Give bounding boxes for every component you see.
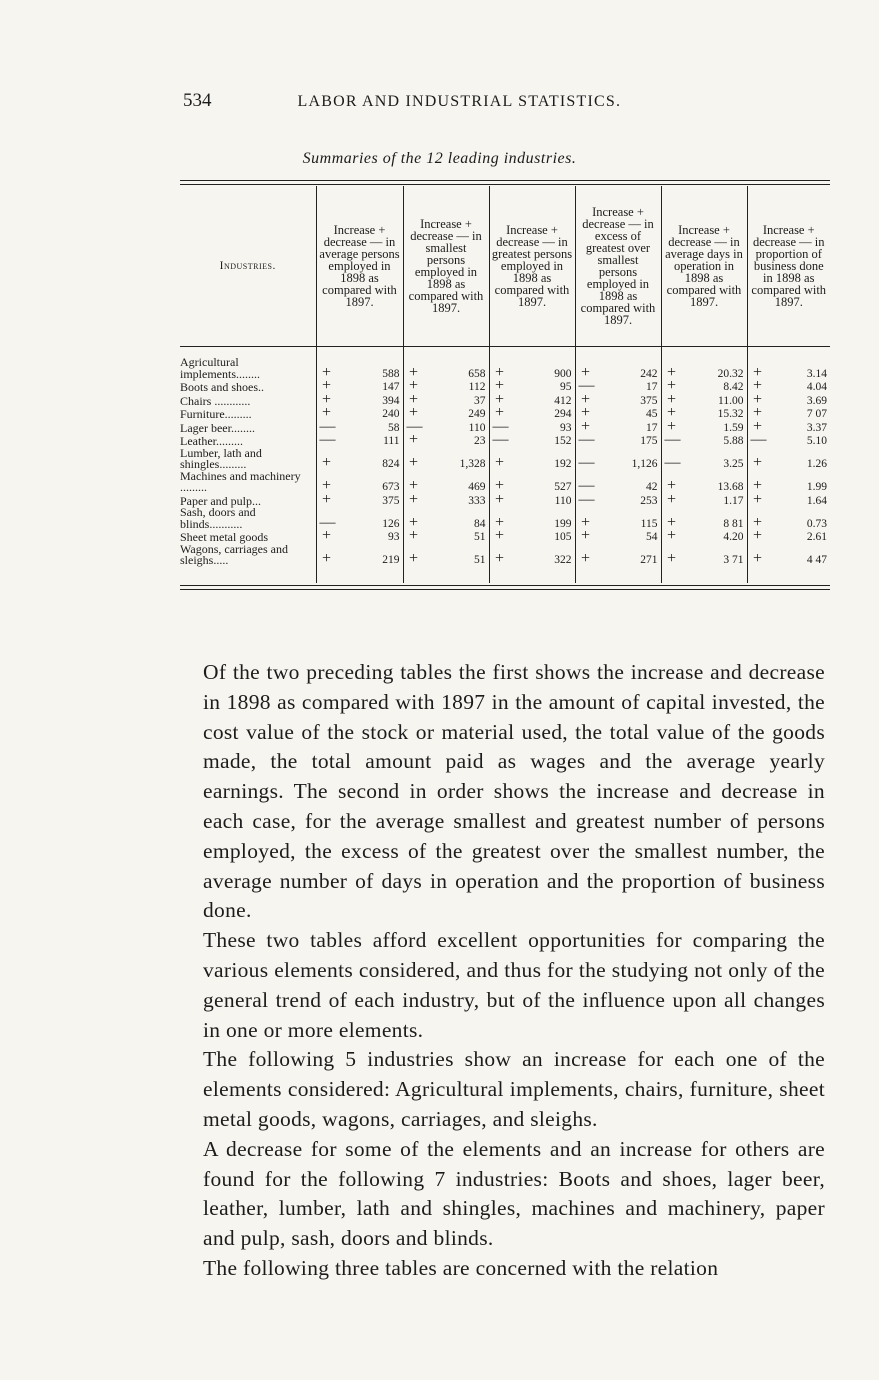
change-value: 17 bbox=[646, 421, 658, 434]
change-sign: + bbox=[580, 513, 591, 531]
change-sign: + bbox=[321, 404, 332, 421]
change-value: 8.42 bbox=[723, 381, 744, 393]
change-value: 20.32 bbox=[717, 367, 744, 380]
change-sign: — bbox=[578, 490, 595, 508]
change-value: 11.00 bbox=[718, 394, 744, 407]
value-cell bbox=[575, 490, 661, 508]
change-value: 111 bbox=[383, 435, 400, 447]
change-value: 175 bbox=[640, 435, 658, 447]
table-row bbox=[180, 380, 830, 394]
change-value: 240 bbox=[382, 408, 400, 420]
change-value: 412 bbox=[554, 394, 572, 407]
change-value: 900 bbox=[554, 367, 572, 380]
change-value: 1.26 bbox=[806, 458, 827, 470]
change-value: 333 bbox=[468, 494, 486, 507]
value-cell bbox=[403, 431, 489, 448]
value-cell bbox=[747, 347, 830, 381]
change-sign: + bbox=[494, 490, 505, 508]
change-sign: + bbox=[752, 513, 763, 531]
industry-name: Sash, doors and blinds........... bbox=[180, 505, 256, 531]
change-value: 5.88 bbox=[723, 435, 744, 447]
table-row bbox=[180, 347, 830, 381]
value-cell bbox=[489, 448, 575, 471]
change-sign: + bbox=[666, 390, 677, 408]
column-header-industries: Industries. bbox=[180, 186, 316, 347]
change-sign: + bbox=[494, 404, 505, 421]
change-sign: — bbox=[578, 477, 595, 494]
change-sign: + bbox=[752, 454, 763, 471]
change-sign: + bbox=[494, 363, 505, 381]
change-sign: + bbox=[666, 477, 677, 494]
change-value: 375 bbox=[640, 394, 658, 407]
change-sign: + bbox=[580, 363, 591, 381]
change-value: 58 bbox=[388, 421, 400, 434]
table-row bbox=[180, 394, 830, 408]
change-value: 192 bbox=[554, 458, 572, 470]
value-cell bbox=[661, 544, 747, 583]
table-row bbox=[180, 434, 830, 448]
change-value: 84 bbox=[474, 517, 486, 530]
change-value: 95 bbox=[560, 381, 572, 393]
change-sign: + bbox=[666, 404, 677, 421]
column-header-days-in-operation: Increase + decrease — in average days in operation in 1898 as compared with 1897. bbox=[661, 186, 747, 347]
change-sign: + bbox=[321, 527, 332, 544]
value-cell bbox=[575, 448, 661, 471]
change-value: 2.61 bbox=[806, 531, 827, 543]
column-header-average-persons: Increase + decrease — in average persons employed in 1898 as compared with 1897. bbox=[316, 186, 403, 347]
change-value: 54 bbox=[646, 531, 658, 543]
change-sign: + bbox=[321, 454, 332, 471]
value-cell bbox=[747, 544, 830, 583]
table-header-row bbox=[180, 186, 830, 347]
change-value: 45 bbox=[646, 408, 658, 420]
table-row bbox=[180, 494, 830, 508]
change-sign: — bbox=[319, 513, 336, 531]
change-sign: + bbox=[752, 377, 763, 394]
value-cell bbox=[316, 544, 403, 583]
change-value: 51 bbox=[474, 554, 486, 566]
change-value: 5.10 bbox=[806, 435, 827, 447]
change-sign: + bbox=[494, 377, 505, 394]
change-sign: + bbox=[666, 527, 677, 544]
value-cell bbox=[747, 490, 830, 508]
value-cell bbox=[403, 448, 489, 471]
value-cell bbox=[489, 347, 575, 381]
industries-summary-table bbox=[180, 186, 830, 583]
paragraph: These two tables afford excellent opportunities for comparing the various elements considered, and thus for the studying not only of the general trend of each industry, but of the influence upon all changes in one or more elements. bbox=[203, 928, 825, 1042]
paragraph: The following three tables are concerned with the relation bbox=[203, 1255, 719, 1280]
change-value: 4.04 bbox=[806, 381, 827, 393]
running-title: LABOR AND INDUSTRIAL STATISTICS. bbox=[297, 93, 622, 110]
value-cell bbox=[747, 527, 830, 544]
value-cell bbox=[661, 431, 747, 448]
table-row bbox=[180, 448, 830, 471]
change-sign: + bbox=[580, 527, 591, 544]
industry-name: Leather......... bbox=[180, 434, 243, 448]
industry-name: Agricultural implements........ bbox=[180, 355, 260, 381]
change-value: 1.59 bbox=[723, 421, 744, 434]
table-top-rule-2 bbox=[180, 184, 830, 185]
table-row bbox=[180, 544, 830, 583]
change-sign: — bbox=[492, 417, 509, 435]
value-cell bbox=[661, 490, 747, 508]
change-sign: + bbox=[752, 490, 763, 508]
change-value: 93 bbox=[560, 421, 572, 434]
column-header-proportion-business: Increase + decrease — in proportion of business done in 1898 as compared with 1897. bbox=[747, 186, 830, 347]
value-cell bbox=[489, 431, 575, 448]
value-cell bbox=[316, 431, 403, 448]
change-value: 1.17 bbox=[723, 494, 744, 507]
table-top-rule bbox=[180, 180, 830, 181]
change-value: 322 bbox=[554, 554, 572, 566]
change-value: 7 07 bbox=[806, 408, 827, 420]
change-sign: + bbox=[408, 477, 419, 494]
change-sign: + bbox=[752, 363, 763, 381]
change-value: 588 bbox=[382, 367, 400, 380]
change-value: 42 bbox=[646, 481, 658, 493]
value-cell bbox=[316, 448, 403, 471]
change-sign: + bbox=[666, 550, 677, 567]
paragraph: A decrease for some of the elements and an increase for others are found for the following 7 industries: Boots and shoes, lager beer, leather, lumber, lath and shingles, machines and machinery, paper and pulp, sash, doors and blinds. bbox=[203, 1136, 825, 1251]
paragraph: The following 5 industries show an increase for each one of the elements considered: Agricultural implements, chairs, furniture, sheet metal goods, wagons, carriages, and sleighs. bbox=[203, 1047, 825, 1131]
change-sign: — bbox=[492, 431, 509, 448]
change-sign: + bbox=[494, 390, 505, 408]
industry-name: Wagons, carriages and sleighs..... bbox=[180, 541, 288, 567]
industry-name: Machines and machinery ......... bbox=[180, 468, 301, 494]
change-value: 13.68 bbox=[717, 481, 744, 493]
table-body bbox=[180, 347, 830, 583]
value-cell bbox=[575, 527, 661, 544]
value-cell bbox=[489, 490, 575, 508]
table-bottom-rule-2 bbox=[180, 589, 830, 590]
change-value: 1.64 bbox=[806, 494, 827, 507]
change-value: 4 47 bbox=[806, 554, 827, 566]
value-cell bbox=[316, 490, 403, 508]
change-value: 1.99 bbox=[806, 481, 827, 493]
change-sign: + bbox=[666, 417, 677, 435]
value-cell bbox=[575, 544, 661, 583]
change-sign: + bbox=[752, 527, 763, 544]
value-cell bbox=[316, 527, 403, 544]
change-value: 112 bbox=[468, 381, 486, 393]
change-sign: + bbox=[408, 490, 419, 508]
change-value: 375 bbox=[382, 494, 400, 507]
change-sign: + bbox=[752, 477, 763, 494]
change-value: 658 bbox=[468, 367, 486, 380]
change-value: 152 bbox=[554, 435, 572, 447]
change-value: 219 bbox=[382, 554, 400, 566]
change-sign: + bbox=[408, 550, 419, 567]
change-sign: + bbox=[408, 363, 419, 381]
change-value: 110 bbox=[468, 421, 486, 434]
column-header-greatest-persons: Increase + decrease — in greatest persons employed in 1898 as compared with 1897. bbox=[489, 186, 575, 347]
change-sign: — bbox=[664, 454, 681, 471]
change-sign: + bbox=[408, 377, 419, 394]
change-value: 15.32 bbox=[717, 408, 744, 420]
change-value: 3.25 bbox=[723, 458, 744, 470]
change-value: 23 bbox=[474, 435, 486, 447]
value-cell bbox=[661, 527, 747, 544]
change-value: 147 bbox=[382, 381, 400, 393]
change-sign: + bbox=[408, 527, 419, 544]
value-cell bbox=[575, 347, 661, 381]
change-sign: + bbox=[580, 390, 591, 408]
column-header-excess: Increase + decrease — in excess of greatest over smallest persons employed in 1898 as compared with 1897. bbox=[575, 186, 661, 347]
change-value: 394 bbox=[382, 394, 400, 407]
change-value: 8 81 bbox=[723, 517, 744, 530]
change-value: 253 bbox=[640, 494, 658, 507]
change-sign: — bbox=[406, 417, 423, 435]
change-sign: + bbox=[666, 490, 677, 508]
change-sign: + bbox=[321, 390, 332, 408]
running-head bbox=[183, 90, 823, 112]
change-value: 105 bbox=[554, 531, 572, 543]
table-row bbox=[180, 507, 830, 530]
change-sign: + bbox=[321, 490, 332, 508]
change-sign: — bbox=[578, 454, 595, 471]
change-sign: + bbox=[580, 550, 591, 567]
paragraph: Of the two preceding tables the first shows the increase and decrease in 1898 as compared with 1897 in the amount of capital invested, the cost value of the stock or material used, the total value of the goods made, the total amount paid as wages and the average yearly earnings. The second in order shows the increase and decrease in each case, for the average smallest and greatest number of persons employed, the excess of the greatest over the smallest number, the average number of days in operation and the proportion of business done. bbox=[203, 660, 825, 923]
change-sign: + bbox=[666, 363, 677, 381]
change-sign: + bbox=[408, 431, 419, 448]
change-sign: + bbox=[752, 390, 763, 408]
industry-name: Paper and pulp... bbox=[180, 493, 261, 508]
value-cell bbox=[747, 448, 830, 471]
change-sign: + bbox=[580, 417, 591, 435]
change-sign: + bbox=[666, 377, 677, 394]
change-sign: + bbox=[321, 377, 332, 394]
change-value: 3 71 bbox=[723, 554, 744, 566]
change-sign: + bbox=[494, 550, 505, 567]
change-value: 271 bbox=[640, 554, 658, 566]
change-sign: — bbox=[750, 431, 767, 448]
change-value: 3.69 bbox=[806, 394, 827, 407]
industry-name: Chairs ............ bbox=[180, 393, 251, 408]
change-sign: + bbox=[752, 550, 763, 567]
change-sign: + bbox=[752, 417, 763, 435]
change-sign: — bbox=[319, 417, 336, 435]
change-sign: + bbox=[494, 454, 505, 471]
industry-name: Lager beer........ bbox=[180, 420, 255, 435]
change-value: 527 bbox=[554, 481, 572, 493]
change-sign: — bbox=[664, 431, 681, 448]
change-sign: + bbox=[494, 477, 505, 494]
body-text bbox=[203, 658, 825, 1284]
change-sign: + bbox=[321, 477, 332, 494]
value-cell bbox=[661, 448, 747, 471]
change-sign: + bbox=[321, 363, 332, 381]
change-value: 294 bbox=[554, 408, 572, 420]
value-cell bbox=[403, 527, 489, 544]
change-value: 93 bbox=[388, 531, 400, 543]
change-sign: + bbox=[666, 513, 677, 531]
value-cell bbox=[403, 490, 489, 508]
industry-name: Lumber, lath and shingles......... bbox=[180, 445, 262, 471]
change-sign: — bbox=[578, 377, 595, 394]
change-value: 126 bbox=[382, 517, 400, 530]
change-value: 110 bbox=[554, 494, 572, 507]
value-cell bbox=[661, 347, 747, 381]
change-sign: + bbox=[494, 513, 505, 531]
change-value: 3.14 bbox=[806, 367, 827, 380]
value-cell bbox=[575, 431, 661, 448]
change-sign: + bbox=[321, 550, 332, 567]
change-value: 1,126 bbox=[631, 458, 658, 470]
industry-name: Boots and shoes.. bbox=[180, 380, 264, 394]
change-value: 0.73 bbox=[806, 517, 827, 530]
change-sign: + bbox=[408, 404, 419, 421]
change-sign: + bbox=[752, 404, 763, 421]
change-value: 1,328 bbox=[459, 458, 486, 470]
change-sign: + bbox=[408, 513, 419, 531]
change-value: 17 bbox=[646, 381, 658, 393]
change-sign: + bbox=[494, 527, 505, 544]
page-number: 534 bbox=[183, 90, 212, 111]
value-cell bbox=[747, 431, 830, 448]
change-sign: + bbox=[408, 390, 419, 408]
value-cell bbox=[316, 347, 403, 381]
change-sign: — bbox=[578, 431, 595, 448]
table-row bbox=[180, 471, 830, 494]
change-value: 249 bbox=[468, 408, 486, 420]
industry-name: Furniture......... bbox=[180, 407, 252, 421]
change-value: 242 bbox=[640, 367, 658, 380]
column-header-smallest-persons: Increase + decrease — in smallest persons employed in 1898 as compared with 1897. bbox=[403, 186, 489, 347]
change-sign: — bbox=[319, 431, 336, 448]
industry-name: Sheet metal goods bbox=[180, 530, 268, 544]
table-caption: Summaries of the 12 leading industries. bbox=[302, 150, 577, 167]
change-value: 51 bbox=[474, 531, 486, 543]
value-cell bbox=[403, 347, 489, 381]
change-sign: + bbox=[408, 454, 419, 471]
value-cell bbox=[489, 527, 575, 544]
change-value: 115 bbox=[640, 517, 658, 530]
change-value: 37 bbox=[474, 394, 486, 407]
change-value: 3.37 bbox=[806, 421, 827, 434]
change-value: 469 bbox=[468, 481, 486, 493]
change-value: 824 bbox=[382, 458, 400, 470]
value-cell bbox=[403, 544, 489, 583]
change-sign: + bbox=[580, 404, 591, 421]
change-value: 199 bbox=[554, 517, 572, 530]
table-bottom-rule bbox=[180, 585, 830, 586]
change-value: 4.20 bbox=[723, 531, 744, 543]
change-value: 673 bbox=[382, 481, 400, 493]
value-cell bbox=[489, 544, 575, 583]
